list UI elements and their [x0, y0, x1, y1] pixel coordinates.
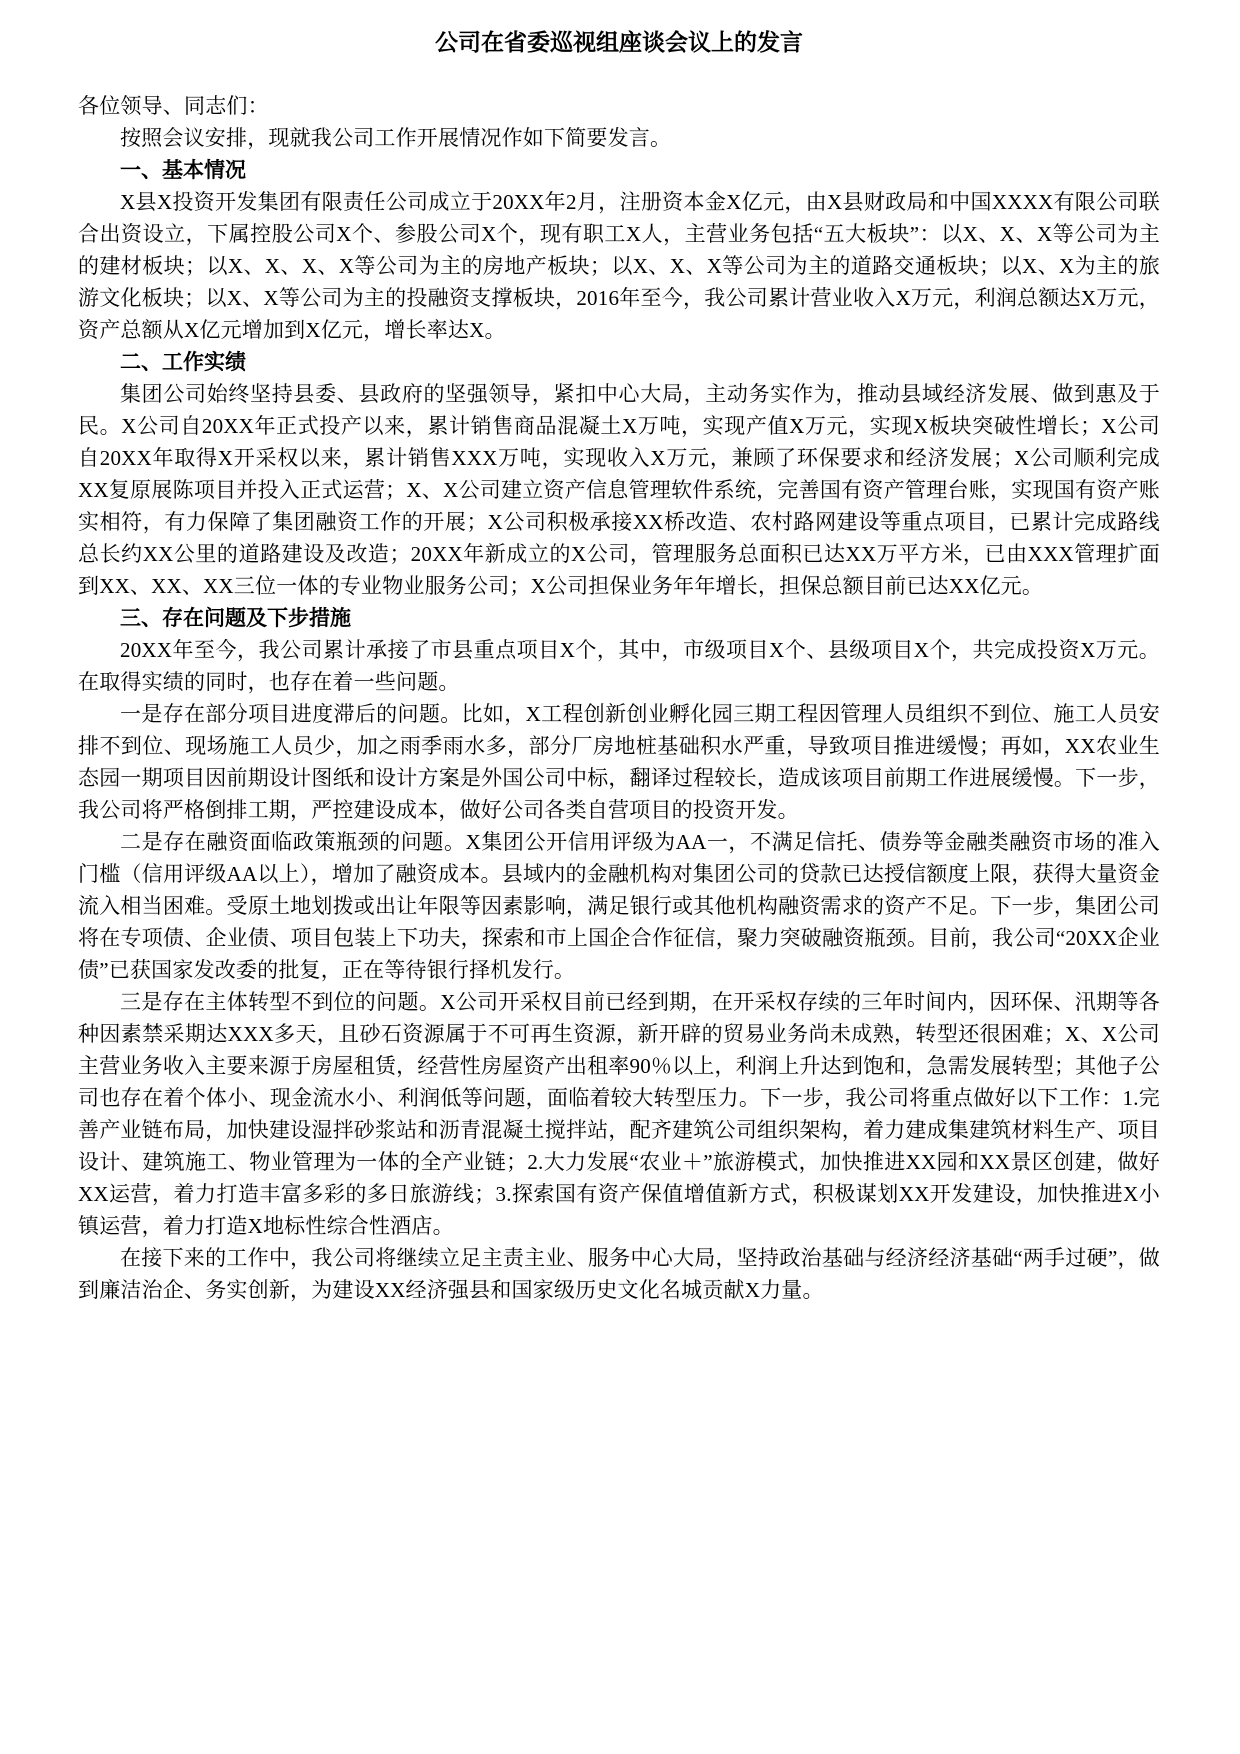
section-3-paragraph-1: 20XX年至今，我公司累计承接了市县重点项目X个，其中，市级项目X个、县级项目X个，共完成投资X万元。在取得实绩的同时，也存在着一些问题。: [78, 638, 1160, 694]
section-3-paragraph-4: 三是存在主体转型不到位的问题。X公司开采权目前已经到期，在开采权存续的三年时间内，因环保、汛期等各种因素禁采期达XXX多天，且砂石资源属于不可再生资源，新开辟的贸易业务尚未成熟，转型还很困难；X、X公司主营业务收入主要来源于房屋租赁，经营性房屋资产出租率90％以上，利润上升达到饱和，急需发展转型；其他子公司也存在着个体小、现金流水小、利润低等问题，面临着较大转型压力。下一步，我公司将重点做好以下工作：1.完善产业链布局，加快建设湿拌砂浆站和沥青混凝土搅拌站，配齐建筑公司组织架构，着力建成集建筑材料生产、项目设计、建筑施工、物业管理为一体的全产业链；2.大力发展“农业＋”旅游模式，加快推进XX园和XX景区创建，做好XX运营，着力打造丰富多彩的多日旅游线；3.探索国有资产保值增值新方式，积极谋划XX开发建设，加快推进X小镇运营，着力打造X地标性综合性酒店。: [78, 990, 1160, 1238]
section-2-paragraph-1: 集团公司始终坚持县委、县政府的坚强领导，紧扣中心大局，主动务实作为，推动县域经济发展、做到惠及于民。X公司自20XX年正式投产以来，累计销售商品混凝土X万吨，实现产值X万元，实现X板块突破性增长；X公司自20XX年取得X开采权以来，累计销售XXX万吨，实现收入X万元，兼顾了环保要求和经济发展；X公司顺利完成XX复原展陈项目并投入正式运营；X、X公司建立资产信息管理软件系统，完善国有资产管理台账，实现国有资产账实相符，有力保障了集团融资工作的开展；X公司积极承接XX桥改造、农村路网建设等重点项目，已累计完成路线总长约XX公里的道路建设及改造；20XX年新成立的X公司，管理服务总面积已达XX万平方米，已由XXX管理扩面到XX、XX、XX三位一体的专业物业服务公司；X公司担保业务年年增长，担保总额目前已达XX亿元。: [78, 382, 1160, 598]
section-1-heading: 一、基本情况: [120, 158, 246, 182]
intro-paragraph: 按照会议安排，现就我公司工作开展情况作如下简要发言。: [120, 126, 672, 150]
section-3-paragraph-2: 一是存在部分项目进度滞后的问题。比如，X工程创新创业孵化园三期工程因管理人员组织不到位、施工人员安排不到位、现场施工人员少，加之雨季雨水多，部分厂房地桩基础积水严重，导致项目推进缓慢；再如，XX农业生态园一期项目因前期设计图纸和设计方案是外国公司中标，翻译过程较长，造成该项目前期工作进展缓慢。下一步，我公司将严格倒排工期，严控建设成本，做好公司各类自营项目的投资开发。: [78, 702, 1160, 822]
section-1-paragraph-1: X县X投资开发集团有限责任公司成立于20XX年2月，注册资本金X亿元，由X县财政局和中国XXXX有限公司联合出资设立，下属控股公司X个、参股公司X个，现有职工X人，主营业务包括“五大板块”：以X、X、X等公司为主的建材板块；以X、X、X、X等公司为主的房地产板块；以X、X、X等公司为主的道路交通板块；以X、X为主的旅游文化板块；以X、X等公司为主的投融资支撑板块，2016年至今，我公司累计营业收入X万元，利润总额达X万元，资产总额从X亿元增加到X亿元，增长率达X。: [78, 190, 1160, 342]
section-3-heading: 三、存在问题及下步措施: [120, 606, 351, 630]
section-3-paragraph-5: 在接下来的工作中，我公司将继续立足主责主业、服务中心大局，坚持政治基础与经济经济基础“两手过硬”，做到廉洁治企、务实创新，为建设XX经济强县和国家级历史文化名城贡献X力量。: [78, 1246, 1160, 1302]
salutation-line: 各位领导、同志们：: [78, 94, 269, 118]
section-2-heading: 二、工作实绩: [120, 350, 246, 374]
section-3-paragraph-3: 二是存在融资面临政策瓶颈的问题。X集团公开信用评级为AA一，不满足信托、债券等金融类融资市场的准入门槛（信用评级AA以上），增加了融资成本。县域内的金融机构对集团公司的贷款已达授信额度上限，获得大量资金流入相当困难。受原土地划拨或出让年限等因素影响，满足银行或其他机构融资需求的资产不足。下一步，集团公司将在专项债、企业债、项目包装上下功夫，探索和市上国企合作征信，聚力突破融资瓶颈。目前，我公司“20XX企业债”已获国家发改委的批复，正在等待银行择机发行。: [78, 830, 1160, 982]
page-title: 公司在省委巡视组座谈会议上的发言: [435, 30, 803, 55]
